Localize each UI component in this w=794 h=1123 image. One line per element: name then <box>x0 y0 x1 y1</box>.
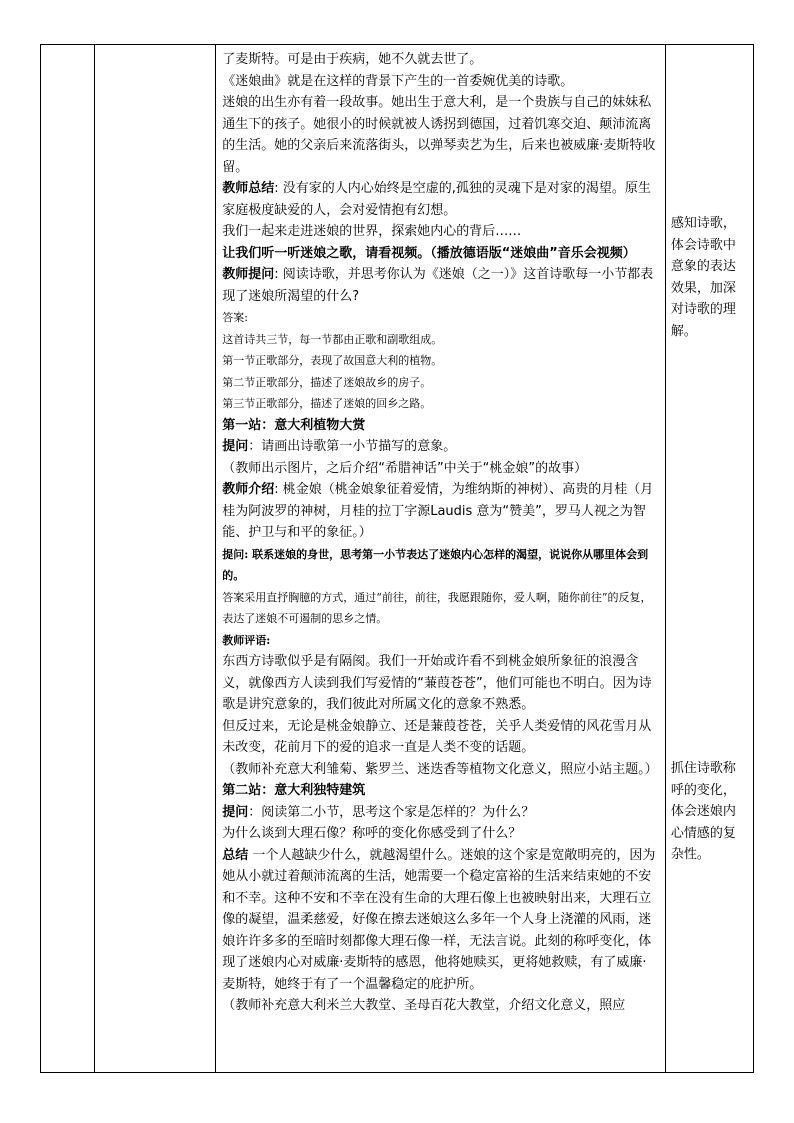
content-paragraph <box>222 716 659 759</box>
paragraph-text: ：阅读第二小节，思考这个家是怎样的？为什么？ <box>248 804 535 820</box>
content-paragraph <box>222 178 659 221</box>
content-paragraph <box>222 823 659 845</box>
paragraph-text: 东西方诗歌似乎是有隔阂。我们一开始或许看不到桃金娘所象征的浪漫含义，就像西方人读到我们写爱情的“蒹葭苍苍”，他们可能也不明白。因为诗歌是讲究意象的，我们彼此对所属文化的意象不熟悉。 <box>222 654 652 712</box>
content-paragraph <box>222 587 659 630</box>
intent-cell <box>665 45 753 1073</box>
content-paragraph <box>222 307 659 329</box>
content-paragraph <box>222 393 659 415</box>
content-paragraph <box>222 372 659 394</box>
content-paragraph <box>222 350 659 372</box>
paragraph-text: ：请画出诗歌第一小节描写的意象。 <box>248 439 457 454</box>
paragraph-text: 第二站：意大利独特建筑 <box>222 783 366 798</box>
content-paragraph <box>222 458 659 480</box>
paragraph-text: 第三节正歌部分，描述了迷娘的回乡之路。 <box>222 397 432 410</box>
paragraph-text: 教师评语: <box>222 633 271 647</box>
stage-cell <box>41 45 95 1073</box>
paragraph-text: 答案: <box>222 311 248 324</box>
paragraph-label: 教师介绍 <box>222 482 275 497</box>
content-paragraph <box>222 436 659 458</box>
paragraph-text: 但反过来，无论是桃金娘静立、还是蒹葭苍苍，关乎人类爱情的风花雪月从未改变，花前月下的爱的追求一直是人类不变的话题。 <box>222 718 652 755</box>
paragraph-text: 了麦斯特。可是由于疾病，她不久就去世了。 <box>222 52 483 67</box>
content-paragraph <box>222 415 659 437</box>
content-paragraph <box>222 92 659 178</box>
content-paragraph <box>222 802 659 824</box>
content-paragraph <box>222 71 659 93</box>
paragraph-text: 答案采用直抒胸臆的方式，通过“前往，前往，我愿跟随你，爱人啊，随你前往”的反复，表达了迷娘不可遏制的思乡之情。 <box>222 590 652 625</box>
paragraph-text: 第一站：意大利植物大赏 <box>222 417 366 433</box>
content-paragraph <box>222 630 659 652</box>
paragraph-text: 第二节正歌部分，描述了迷娘故乡的房子。 <box>222 375 432 389</box>
content-paragraph <box>222 995 659 1017</box>
content-paragraph <box>222 329 659 351</box>
table-row <box>41 45 754 1073</box>
paragraph-text: : 桃金娘（桃金娘象征着爱情，为维纳斯的神树）、高贵的月桂（月桂为阿波罗的神树，月桂的拉丁字源Laudis 意为“赞美”，罗马人视之为智能、护卫与和平的象征。） <box>222 482 654 540</box>
lesson-table <box>40 44 754 1073</box>
paragraph-text: : 阅读诗歌，并思考你认为《迷娘（之一）》这首诗歌每一小节都表现了迷娘所渴望的什么? <box>222 267 654 304</box>
paragraph-text: （教师出示图片，之后介绍“希腊神话”中关于“桃金娘”的故事） <box>222 460 588 476</box>
content-cell <box>216 45 666 1073</box>
paragraph-text: 《迷娘曲》就是在这样的背景下产生的一首委婉优美的诗歌。 <box>222 73 574 89</box>
paragraph-text: 迷娘的出生亦有着一段故事。她出生于意大利，是一个贵族与自己的妹妹私通生下的孩子。她很小的时候就被人诱拐到德国，过着饥寒交迫、颠沛流离的生活。她的父亲后来流落街头，以弹琴卖艺为生，后来也被威廉·麦斯特收留。 <box>222 95 656 175</box>
content-paragraph <box>222 651 659 716</box>
paragraph-text: 第一节正歌部分，表现了故国意大利的植物。 <box>222 354 443 367</box>
paragraph-label: 教师提问 <box>222 267 275 282</box>
paragraph-text: （教师补充意大利米兰大教堂、圣母百花大教堂，介绍文化意义，照应 <box>222 998 626 1013</box>
paragraph-text: （教师补充意大利雏菊、紫罗兰、迷迭香等植物文化意义，照应小站主题。） <box>222 761 658 777</box>
content-paragraph <box>222 544 659 587</box>
content-paragraph <box>222 759 659 781</box>
content-paragraph <box>222 221 659 243</box>
content-paragraph <box>222 479 659 544</box>
paragraph-label: 教师总结 <box>222 181 275 196</box>
teaching-content <box>216 45 665 1017</box>
paragraph-label: 总结 <box>222 847 249 863</box>
paragraph-text: 提问: 联系迷娘的身世，思考第一小节表达了迷娘内心怎样的渴望，说说你从哪里体会到的。 <box>222 547 649 582</box>
paragraph-label: 提问 <box>222 439 249 454</box>
content-paragraph <box>222 845 659 996</box>
content-paragraph <box>222 780 659 802</box>
activity-cell <box>94 45 216 1073</box>
paragraph-text: 我们一起来走进迷娘的世界，探索她内心的背后…… <box>222 224 522 239</box>
paragraph-text: : 没有家的人内心始终是空虚的,孤独的灵魂下是对家的渴望。原生家庭极度缺爱的人，会对爱情抱有幻想。 <box>222 181 651 218</box>
paragraph-label: 提问 <box>222 804 249 820</box>
paragraph-text: 一个人越缺少什么，就越渴望什么。迷娘的这个家是宽敞明亮的，因为她从小就过着颠沛流离的生活，她需要一个稳定富裕的生活来结束她的不安和不幸。这种不安和不幸在没有生命的大理石像上也被映射出来，大理石立像的凝望，温柔慈爱，好像在擦去迷娘这么多年一个人身上浇灌的风雨，迷娘许许多多的至暗时刻都像大理石像一样，无法言说。此刻的称呼变化，体现了迷娘内心对威廉·麦斯特的感恩，他将她赎买，更将她救赎，有了威廉·麦斯特，她终于有了一个温馨稳定的庇护所。 <box>222 847 656 992</box>
design-intent-2: 抓住诗歌称呼的变化，体会迷娘内心情感的复杂性。 <box>670 761 736 862</box>
paragraph-text: 为什么谈到大理石像？称呼的变化你感受到了什么？ <box>222 826 522 841</box>
paragraph-text: 这首诗共三节，每一节都由正歌和副歌组成。 <box>222 332 443 346</box>
content-paragraph <box>222 49 659 71</box>
content-paragraph <box>222 264 659 307</box>
design-intent-1: 感知诗歌，体会诗歌中意象的表达效果，加深对诗歌的理解。 <box>670 216 736 339</box>
content-paragraph <box>222 243 659 265</box>
paragraph-text: 让我们听一听迷娘之歌，请看视频。（播放德语版“迷娘曲”音乐会视频） <box>222 245 636 261</box>
